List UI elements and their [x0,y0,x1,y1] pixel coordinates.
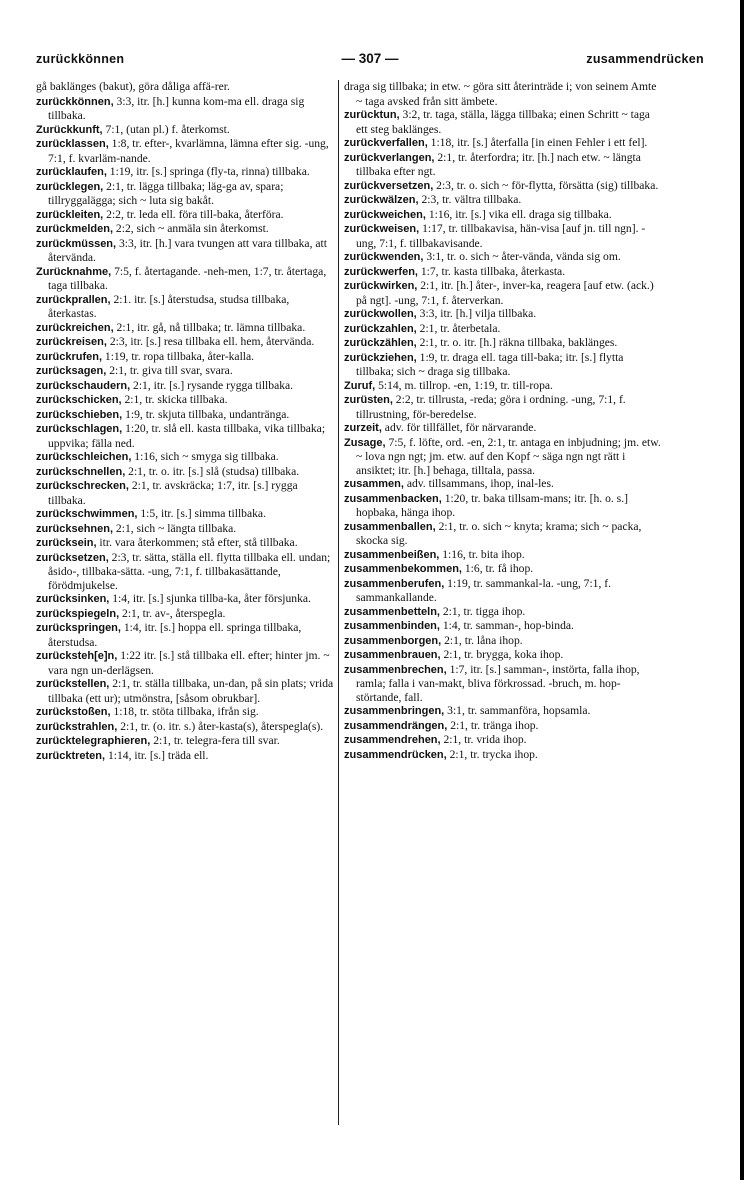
entry-definition: 1:5, itr. [s.] simma tillbaka. [137,507,266,520]
entry-headword: zurückzahlen, [344,322,417,335]
dictionary-entry [344,648,662,663]
left-column [36,80,334,763]
dictionary-entry [36,749,334,764]
entry-headword: zurückwälzen, [344,194,419,206]
entry-headword: zurückschlagen, [36,423,123,435]
entry-definition: adv. för tillfället, för närvarande. [381,421,537,434]
dictionary-entry [36,705,334,720]
dictionary-entry [36,734,334,749]
entry-headword: zusammenbrechen, [344,663,447,676]
entry-definition: 1:19, itr. [s.] springa (fly-ta, rinna) tillbaka. [106,165,310,178]
dictionary-entry [36,293,334,321]
entry-definition: 2:1, tr. lägga tillbaka; läg-ga av, spara; tillryggalägga; sich ~ luta sig bakåt. [48,179,284,207]
entry-definition: 2:1, tr. o. sich ~ knyta; krama; sich ~ packa, skocka sig. [356,519,642,547]
entry-definition: 7:5, f. återtagande. -neh-men, 1:7, tr. återtaga, taga tillbaka. [48,264,327,292]
entry-definition: 1:16, tr. bita ihop. [439,547,525,561]
dictionary-entry [36,551,334,593]
entry-definition: adv. tillsammans, ihop, inal-les. [403,477,554,490]
column-divider [338,80,339,1125]
entry-headword: zusammenballen, [344,520,436,533]
entry-definition: 1:4, itr. [s.] sjunka tillba-ka, åter försjunka. [109,592,311,605]
entry-headword: zurücksetzen, [36,551,109,564]
entry-headword: zurücktreten, [36,749,106,762]
dictionary-entry [36,165,334,180]
entry-definition: 2:1, tr. låna ihop. [441,633,523,647]
entry-definition: 2:1, tr. brygga, koka ihop. [440,648,564,661]
entry-definition: 2:1, tr. (o. itr. s.) åter-kasta(s), återspegla(s). [117,719,324,733]
entry-definition: 2:1, tr. avskräcka; 1:7, itr. [s.] rygga tillbaka. [48,479,298,507]
dictionary-entry [344,733,662,748]
entry-definition: 1:7, tr. kasta tillbaka, återkasta. [417,264,566,278]
entry-headword: zurückverlangen, [344,151,435,164]
dictionary-entry [344,605,662,620]
entry-definition: 1:19, tr. sammankal-la. -ung, 7:1, f. sammankallande. [356,576,612,604]
entry-definition: 1:14, itr. [s.] träda ell. [105,748,209,762]
dictionary-entry [344,477,662,492]
dictionary-entry [36,465,334,480]
entry-headword: zusammendrehen, [344,734,441,746]
entry-headword: zusammenbacken, [344,492,442,505]
entry-headword: zurüsten, [344,394,393,406]
entry-definition: 1:6, tr. få ihop. [461,562,534,575]
entry-definition: 2:1, tr. o. itr. [s.] slå (studsa) tillbaka. [125,464,300,478]
dictionary-entry [344,719,662,734]
dictionary-entry [344,179,662,194]
dictionary-entry [36,393,334,408]
entry-headword: zurücklassen, [36,138,109,150]
entry-headword: zurückschicken, [36,394,122,406]
entry-definition: 2:1, sich ~ längta tillbaka. [113,521,237,535]
entry-headword: zurückmelden, [36,223,114,235]
dictionary-entry [36,507,334,522]
dictionary-entry [344,208,662,223]
entry-headword: zurückspringen, [36,622,121,634]
dictionary-entry [344,379,662,394]
dictionary-entry [36,180,334,208]
entry-headword: zurückschieben, [36,408,123,421]
dictionary-entry [36,208,334,223]
entry-headword: zurückziehen, [344,351,417,364]
entry-headword: zurückweisen, [344,223,420,235]
entry-headword: zurückzählen, [344,337,417,349]
dictionary-entry [344,193,662,208]
dictionary-entry [36,607,334,622]
entry-headword: zurückversetzen, [344,179,434,192]
page-edge [740,0,744,1180]
entry-definition: 1:8, tr. efter-, kvarlämna, lämna efter sig. -ung, 7:1, f. kvarläm-nande. [48,137,329,165]
dictionary-entry [36,536,334,551]
dictionary-entry [36,321,334,336]
entry-definition: 2:2, tr. leda ell. föra till-baka, återföra. [103,207,284,221]
entry-headword: zurückstrahlen, [36,720,118,733]
dictionary-entry [36,450,334,465]
dictionary-entry [344,222,662,250]
entry-definition: 1:4, itr. [s.] hoppa ell. springa tillbaka, återstudsa. [48,621,302,649]
entry-headword: zurückspiegeln, [36,607,120,620]
entry-headword: zurückverfallen, [344,137,428,149]
entry-definition: 2:1, tr. tigga ihop. [439,604,526,618]
entry-headword: zurücksein, [36,537,97,549]
entry-headword: zurücksagen, [36,365,107,377]
entry-definition: 1:7, itr. [s.] samman-, instörta, falla ihop, ramla; falla i van-makt, bliva förkrossad. -bruch, m. hop-störtande, fall. [356,662,640,704]
dictionary-entry [36,649,334,677]
entry-headword: zurückschleichen, [36,451,132,463]
dictionary-entry [36,677,334,705]
entry-definition: draga sig tillbaka; in etw. ~ göra sitt återinträde i; von seinem Amte ~ taga avsked från sitt ämbete. [344,80,657,108]
dictionary-entry [36,137,334,165]
entry-headword: Zurücknahme, [36,265,112,278]
dictionary-entry [344,336,662,351]
dictionary-entry [344,548,662,563]
entry-headword: zurückwollen, [344,308,417,320]
dictionary-entry [36,237,334,265]
entry-headword: zusammendrängen, [344,719,448,732]
dictionary-entry [344,520,662,548]
entry-definition: 2:3, tr. o. sich ~ för-flytta, försätta (sig) tillbaka. [433,178,659,192]
entry-definition: 2:3, tr. sätta, ställa ell. flytta tillbaka ell. undan; åsido-, tillbaka-sätta. -ung, 7:1, f. tillbakasättande, förödmjukelse. [48,550,331,592]
dictionary-entry [36,265,334,293]
entry-definition: 1:4, tr. samman-, hop-binda. [439,619,574,632]
dictionary-entry [344,619,662,634]
entry-headword: zusammenberufen, [344,577,445,590]
entry-definition: 3:1, tr. o. sich ~ åter-vända, vända sig om. [423,250,621,263]
entry-headword: zurückwerfen, [344,265,418,278]
entry-headword: zurückleiten, [36,208,104,221]
dictionary-entry [344,577,662,605]
dictionary-entry [36,720,334,735]
right-column [344,80,662,762]
dictionary-entry [36,592,334,607]
entry-definition: gå baklänges (bakut), göra dåliga affä-rer. [36,80,230,93]
dictionary-entry [36,408,334,423]
dictionary-entry [344,322,662,337]
dictionary-entry [344,265,662,280]
entry-definition: 2:1, tr. tränga ihop. [447,718,539,732]
entry-definition: 1:9, tr. draga ell. taga till-baka; itr. [s.] flytta tillbaka; sich ~ draga sig tillbaka. [356,350,624,378]
entry-headword: zurückkönnen, [36,95,114,108]
entry-headword: zurückwirken, [344,280,418,292]
entry-definition: 3:2, tr. taga, ställa, lägga tillbaka; einen Schritt ~ taga ett steg baklänges. [356,108,650,136]
dictionary-entry [344,492,662,520]
entry-definition: 2:1, tr. av-, återspegla. [119,606,226,620]
entry-definition: 1:16, sich ~ smyga sig tillbaka. [131,450,279,463]
entry-definition: 2:1, tr. vrida ihop. [440,733,527,746]
entry-definition: 1:16, itr. [s.] vika ell. draga sig tillbaka. [425,207,612,221]
entry-headword: zusammenbringen, [344,705,445,717]
dictionary-entry [344,250,662,265]
entry-headword: zurücklaufen, [36,166,107,178]
entry-definition: 2:1, itr. [h.] åter-, inver-ka, reagera [auf etw. (ack.) på ngt]. -ung, 7:1, f. återverkan. [356,279,654,307]
dictionary-entry [344,393,662,421]
entry-headword: zurückreichen, [36,321,114,334]
entry-headword: zusammenbrauen, [344,649,441,661]
entry-headword: zusammenbeißen, [344,548,440,561]
entry-definition: 2:3, itr. [s.] resa tillbaka ell. hem, återvända. [106,335,315,348]
entry-headword: zurücksinken, [36,593,110,605]
dictionary-entry [344,562,662,577]
entry-headword: zurücksteh[e]n, [36,650,118,662]
entry-definition: 1:20, tr. baka tillsam-mans; itr. [h. o. s.] hopbaka, hänga ihop. [356,491,628,519]
entry-definition: 1:18, tr. stöta tillbaka, ifrån sig. [110,705,259,718]
dictionary-entry [36,479,334,507]
entry-definition: 2:3, tr. vältra tillbaka. [418,193,522,206]
entry-headword: Zuruf, [344,379,376,392]
entry-definition: 1:19, tr. ropa tillbaka, åter-kalla. [102,349,255,363]
dictionary-entry [344,151,662,179]
dictionary-entry [36,222,334,237]
dictionary-entry [344,279,662,307]
entry-definition: 2:1, tr. skicka tillbaka. [121,393,228,406]
dictionary-entry [344,436,662,478]
entry-headword: zurückschaudern, [36,379,131,392]
dictionary-entry [36,335,334,350]
entry-definition: 2:1, tr. återbetala. [416,321,501,335]
entry-definition: itr. vara återkommen; stå efter, stå tillbaka. [96,536,298,549]
entry-definition: 2:1, tr. återfordra; itr. [h.] nach etw. ~ längta tillbaka efter ngt. [356,150,641,178]
entry-definition: 2:1, tr. telegra-fera till svar. [150,734,280,747]
entry-definition: 2:2, tr. tillrusta, -reda; göra i ordning. -ung, 7:1, f. tillrustning, för-beredelse. [356,393,626,421]
dictionary-entry [344,307,662,322]
entry-headword: zurückrufen, [36,350,103,363]
dictionary-entry [36,350,334,365]
guide-word-right: zusammendrücken [586,52,704,66]
entry-headword: Zusage, [344,436,386,449]
dictionary-entry [36,123,334,138]
entry-definition: 2:1, itr. gå, nå tillbaka; tr. lämna tillbaka. [113,320,306,334]
entry-definition: 2:1, tr. ställa tillbaka, un-dan, på sin plats; vrida tillbaka (ett ur); utmönstra, [såsom obrukbar]. [48,677,334,705]
dictionary-entry [344,80,662,108]
entry-headword: zurückstellen, [36,678,110,690]
entry-headword: zusammenborgen, [344,634,442,647]
dictionary-entry [36,621,334,649]
entry-headword: zurücktelegraphieren, [36,735,151,747]
entry-definition: 1:22 itr. [s.] stå tillbaka ell. efter; hinter jm. ~ vara ngn un-derlägsen. [48,649,330,677]
entry-headword: zurzeit, [344,422,382,434]
entry-definition: 2:1, tr. o. itr. [h.] räkna tillbaka, baklänges. [416,336,618,349]
entry-definition: 7:1, (utan pl.) f. återkomst. [102,122,230,136]
entry-definition: 1:9, tr. skjuta tillbaka, undantränga. [122,407,290,421]
entry-headword: zusammenbekommen, [344,563,462,575]
dictionary-entry [344,704,662,719]
entry-headword: zurückschrecken, [36,480,129,492]
entry-headword: zurückweichen, [344,208,426,221]
entry-headword: zusammenbinden, [344,620,440,632]
page-header [36,52,704,74]
entry-definition: 3:3, itr. [h.] vara tvungen att vara tillbaka, att återvända. [48,236,327,264]
dictionary-entry [36,422,334,450]
entry-definition: 2:2, sich ~ anmäla sin återkomst. [113,222,269,235]
dictionary-entry [344,136,662,151]
entry-headword: zusammenbetteln, [344,605,440,618]
entry-definition: 3:3, itr. [h.] vilja tillbaka. [416,307,537,320]
entry-headword: zurücklegen, [36,180,104,193]
entry-headword: zurückschwimmen, [36,508,138,520]
dictionary-entry [344,421,662,436]
entry-definition: 2:1. itr. [s.] återstudsa, studsa tillbaka, återkastas. [48,292,290,320]
entry-definition: 1:18, itr. [s.] återfalla [in einen Fehler i ett fel]. [427,136,648,149]
dictionary-entry [344,634,662,649]
entry-headword: zurückwenden, [344,251,424,263]
dictionary-entry [36,95,334,123]
entry-definition: 5:14, m. tillrop. -en, 1:19, tr. till-ropa. [375,378,553,392]
entry-definition: 7:5, f. löfte, ord. -en, 2:1, tr. antaga en inbjudning; jm. etw. ~ lova ngn ngt; jm. etw. auf den Kopf ~ säga ngn ngt rätt i ansiktet; itr. [h.] behaga, tilltala, passa. [356,435,661,477]
entry-definition: 1:17, tr. tillbakavisa, hän-visa [auf jn. till ngn]. -ung, 7:1, f. tillbakavisande. [356,222,646,250]
entry-definition: 2:1, itr. [s.] rysande rygga tillbaka. [130,378,294,392]
entry-definition: 2:1, tr. giva till svar, svara. [106,364,233,377]
entry-headword: zurücktun, [344,109,400,121]
entry-definition: 3:3, itr. [h.] kunna kom-ma ell. draga sig tillbaka. [48,94,305,122]
entry-definition: 3:1, tr. sammanföra, hopsamla. [444,704,591,717]
entry-headword: Zurückkunft, [36,123,103,136]
guide-word-left: zurückkönnen [36,52,125,66]
page-number: — 307 — [341,51,399,66]
entry-headword: zurückschnellen, [36,465,126,478]
entry-headword: zurückprallen, [36,293,111,306]
dictionary-entry [36,80,334,95]
entry-headword: zusammendrücken, [344,748,447,761]
entry-headword: zurückstoßen, [36,706,111,718]
dictionary-entry [344,351,662,379]
dictionary-entry [344,748,662,763]
entry-definition: 1:20, tr. slå ell. kasta tillbaka, vika tillbaka; uppvika; fälla ned. [48,422,326,450]
dictionary-entry [344,663,662,705]
entry-headword: zurücksehnen, [36,522,114,535]
dictionary-entry [36,522,334,537]
dictionary-entry [36,364,334,379]
dictionary-entry [344,108,662,136]
entry-headword: zusammen, [344,478,404,490]
dictionary-entry [36,379,334,394]
entry-headword: zurückmüssen, [36,237,117,250]
entry-definition: 2:1, tr. trycka ihop. [446,747,538,761]
entry-headword: zurückreisen, [36,336,107,348]
